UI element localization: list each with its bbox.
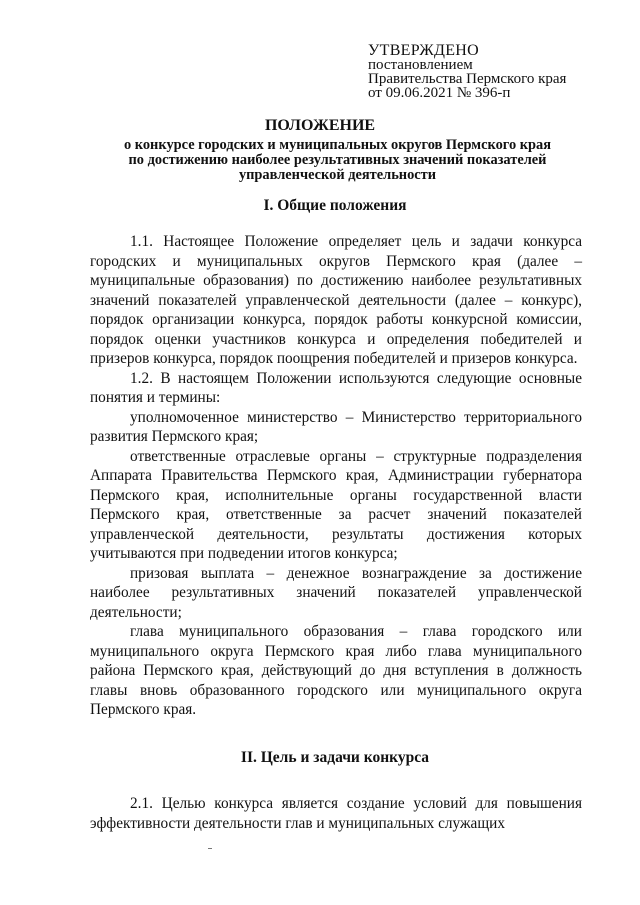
paragraph: 2.1. Целью конкурса является создание условий для повышения эффективности деятельности глав и муниципальных служащих	[90, 795, 582, 832]
section-heading: I. Общие положения	[263, 197, 407, 214]
approval-stamp	[368, 44, 566, 100]
document-subtitle	[60, 138, 615, 183]
approval-line: Правительства Пермского края	[368, 71, 567, 87]
section-body	[90, 794, 582, 833]
subtitle-line: по достижению наиболее результативных значений показателей	[128, 152, 547, 168]
paragraph: 1.1. Настоящее Положение определяет цель и задачи конкурса городских и муниципальных округов Пермского края (далее – муниципальные образования) по достижению наиболее результативных значений показателей управленческой деятельности (далее – конкурс), порядок организации конкурса, порядок работы конкурсной комиссии, порядок оценки участников конкурса и определения победителей и призеров конкурса, порядок поощрения победителей и призеров конкурса.	[90, 233, 582, 367]
subtitle-line: управленческой деятельности	[238, 167, 437, 183]
paragraph: уполномоченное министерство – Министерство территориального развития Пермского края;	[90, 408, 582, 445]
section-body	[90, 232, 582, 720]
approval-line: постановлением	[368, 57, 473, 73]
subtitle-line: о конкурсе городских и муниципальных округов Пермского края	[123, 137, 552, 153]
paragraph: 1.2. В настоящем Положении используются следующие основные понятия и термины:	[90, 369, 582, 406]
paragraph: глава муниципального образования – глава городского или муниципального округа Пермского края либо глава муниципального района Пермского края, действующий до дня вступления в должность главы вновь образованного городского или муниципального округа Пермского края.	[90, 623, 582, 718]
approval-date: от 09.06.2021 № 396-п	[368, 85, 511, 101]
section-heading: II. Цель и задачи конкурса	[240, 749, 430, 766]
paragraph: ответственные отраслевые органы – структурные подразделения Аппарата Правительства Пермского края, Администрации губернатора Пермского края, исполнительные органы государственной власти Пермского края, ответственные за расчет значений показателей управленческой деятельности, результаты достижения которых учитываются при подведении итогов конкурса;	[90, 447, 582, 562]
paragraph: призовая выплата – денежное вознаграждение за достижение наиболее результативных значений показателей управленческой деятельности;	[90, 564, 582, 621]
approval-title: УТВЕРЖДЕНО	[368, 42, 480, 59]
page-mark	[208, 848, 212, 849]
document-title: ПОЛОЖЕНИЕ	[264, 117, 376, 134]
